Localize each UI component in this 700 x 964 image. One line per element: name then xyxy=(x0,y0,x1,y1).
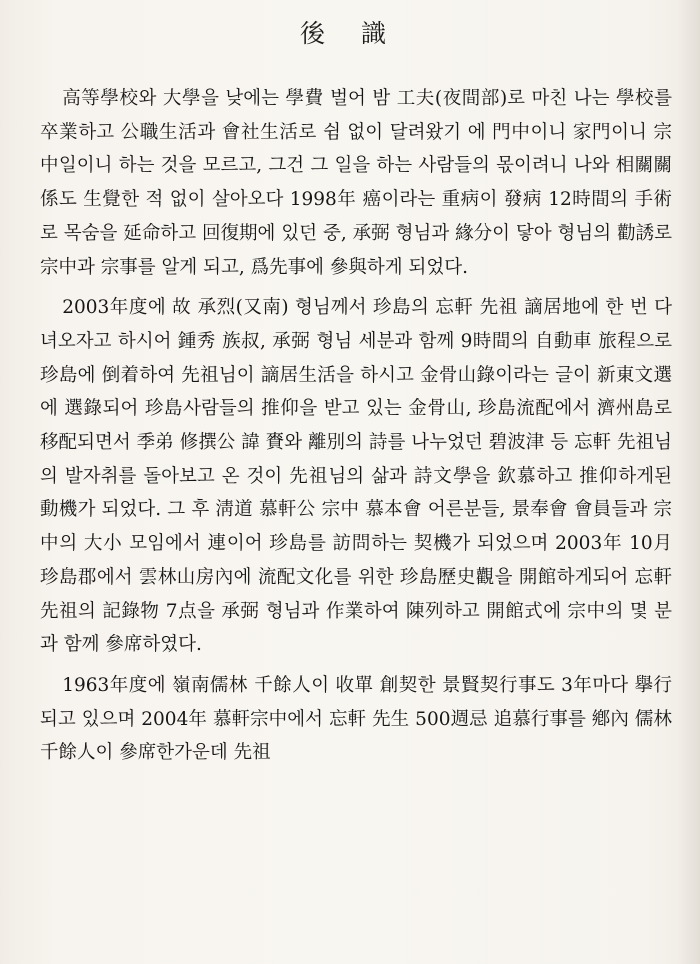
paragraph-3: 1963年度에 嶺南儒林 千餘人이 收單 創契한 景賢契行事도 3年마다 擧行되고 있으며 2004年 慕軒宗中에서 忘軒 先生 500週忌 追慕行事를 鄕內 儒林 千餘人이 參席한가운데 先祖 xyxy=(40,674,672,764)
paragraph-1: 高等學校와 大學을 낮에는 學費 벌어 밤 工夫(夜間部)로 마친 나는 學校를 卒業하고 公職生活과 會社生活로 쉼 없이 달려왔기 에 門中이니 家門이니 宗中일이니 하는 것을 모르고, 그건 그 일을 하는 사람들의 몫이려니 나와 相關關係도 生覺한 적 없이 살아오다 1998年 癌이라는 重病이 發病 12時間의 手術로 목숨을 延命하고 回復期에 있던 중, 承弼 형님과 緣分이 닿아 형님의 勸誘로 宗中과 宗事를 알게 되고, 爲先事에 參與하게 되었다. xyxy=(40,88,672,278)
scan-edge-shadow xyxy=(678,0,700,964)
page-title: 後 識 xyxy=(300,19,400,48)
afterword-body xyxy=(40,82,672,770)
paragraph-2: 2003年度에 故 承烈(又南) 형님께서 珍島의 忘軒 先祖 謫居地에 한 번 다녀오자고 하시어 鍾秀 族叔, 承弼 형님 세분과 함께 9時間의 自動車 旅程으로 珍島에 倒着하여 先祖님이 謫居生活을 하시고 金骨山錄이라는 글이 新東文選에 選錄되어 珍島사람들의 推仰을 받고 있는 金骨山, 珍島流配에서 濟州島로 移配되면서 季弟 修撰公 諱 賚와 離別의 詩를 나누었던 碧波津 등 忘軒 先祖님의 발자취를 돌아보고 온 것이 先祖님의 삶과 詩文學을 欽慕하고 推仰하게된 動機가 되었다. 그 후 淸道 慕軒公 宗中 慕本會 어른분들, 景奉會 會員들과 宗中의 大小 모임에서 連이어 珍島를 訪問하는 契機가 되었으며 2003年 10月 珍島郡에서 雲林山房內에 流配文化를 위한 珍島歷史觀을 開館하게되어 忘軒 先祖의 記錄物 7点을 承弼 형님과 作業하여 陳列하고 開館式에 宗中의 몇 분과 함께 參席하였다. xyxy=(40,297,672,656)
